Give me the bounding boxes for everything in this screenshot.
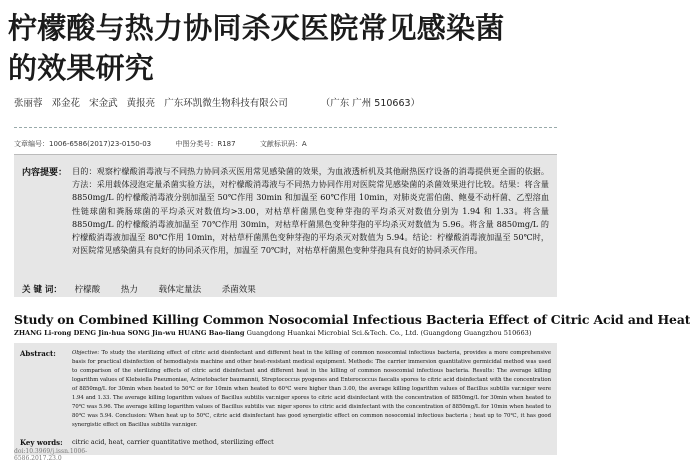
abstract-cn-label: 内容提要： (22, 168, 68, 178)
keywords-cn (22, 283, 274, 295)
paper-title-cn (8, 8, 563, 88)
authors-en: ZHANG Li-rong DENG Jin-hua SONG Jin-wu HUANG Bao-liang (14, 329, 245, 337)
abstract-cn-box (14, 154, 557, 297)
author-name: 张丽蓉 (14, 98, 43, 109)
author-line (14, 95, 426, 109)
objective-label: Objective: (72, 350, 100, 356)
author-name: 宋金武 (89, 98, 118, 109)
footer-text: doi:10.3969/j.issn.1006-6586.2017.23.0 (14, 448, 88, 462)
keyword-cn: 柠檬酸 (74, 285, 101, 295)
author-name: 邓金花 (51, 98, 81, 109)
keywords-cn-label: 关 键 词： (22, 285, 62, 295)
clc-number: 中图分类号：R187 (175, 140, 236, 148)
author-line-en (14, 329, 531, 337)
author-address: （广东 广州 510663） (320, 98, 421, 109)
author-name: 黄报亮 (126, 98, 156, 109)
title-line-2: 的效果研究 (8, 51, 155, 85)
keyword-cn: 载体定量法 (158, 285, 202, 295)
document-code: 文献标识码：A (259, 140, 307, 148)
keywords-en-label: Key words: (20, 438, 63, 447)
abstract-en-box (14, 343, 557, 462)
abstract-en-text (72, 349, 551, 430)
abstract-cn-text: 目的：观察柠檬酸消毒液与不同热力协同杀灭医用常见感染菌的效果，为血液透析机及其他耐热医疗设备的消毒提供更全面的依据。方法：采用载体浸泡定量杀菌实验方法，对柠檬酸消毒液与不同热力协同作用对医院常见感染菌的杀菌效果进行比较。结果：将含量 8850mg/L 的柠檬酸消毒液分别加温至 50℃作用 30min 和加温至 60℃作用 10min，对肺炎克雷伯菌、鲍曼不动杆菌、乙型溶血性链球菌和粪肠球菌的平均杀灭对数值均>3.00，对枯草杆菌黑色变种芽孢的平均杀灭对数值分别为 1.94 和 1.33。将含量 8850mg/L 的柠檬酸消毒液加温至 70℃作用 30min，对枯草杆菌黑色变种芽孢的平均杀灭对数值为 5.96。将含量 8850mg/L 的柠檬酸消毒液加温至 80℃作用 10min，对枯草杆菌黑色变种芽孢的平均杀灭对数值为 5.94。结论：柠檬酸消毒液加温至 50℃时，对医院常见感染菌具有良好的协同杀灭作用，加温至 70℃时，对枯草杆菌黑色变种芽孢具有良好的协同杀灭作用。 (72, 166, 549, 256)
affiliation-en: Guangdong Huankai Microbial Sci.&Tech. Co., Ltd. (Guangdong Guangzhou 510663) (246, 329, 532, 337)
article-number: 文章编号：1006-6586(2017)23-0150-03 (14, 140, 152, 148)
author-affiliation: 广东环凯微生物科技有限公司 (164, 98, 288, 109)
abstract-en-body: To study the sterilizing effect of citric acid disinfectant and different heat in the killing of common nosocomial infectious bacteria, provides a more comprehensive basis for practical disinfection of hemodialysis machine and other heat-resistant medical equipment. Methods: The carrier immersion quantitative germicidal method was used to comparison of the sterilizing effects of citric acid disinfectant and different heat in the killing of common nosocomial infectious bacteria. Results: The average killing logarithm values of Klebsiella Pneumoniae, Acinetobacter baumannii, Streptococcus pyogenes and Enterococcus faecalis spores to citric acid disinfectant with the concentration of 8850mg/L for 30min when heated to 50℃ or for 10min when heated to 60℃ were higher than 3.00, the average killing logarithm values of Bacillus subtilis var.niger were 1.94 and 1.33. The average killing logarithm values of Bacillus subtilis var.niger spores to citric acid disinfectant with the concentration of 8850mg/L for 30min when heated to 70℃ was 5.96. The average killing logarithm values of Bacillus subtilis var. niger spores to citric acid disinfectant with the concentration of 8850mg/L for 10min when heated to 80℃ was 5.94. Conclusion: When heat up to 50℃, citric acid disinfectant has good synergistic effect on common nosocomial infectious bacteria ; heat up to 70℃, it has good synergistic effect on Bacillus subtilis var.niger. (72, 350, 552, 428)
paper-title-en: Study on Combined Killing Common Nosocomial Infectious Bacteria Effect of Citric Acid and Heat (14, 312, 690, 327)
article-meta (14, 139, 329, 149)
keyword-cn: 杀菌效果 (221, 285, 256, 295)
dashed-divider (14, 127, 557, 128)
keyword-cn: 热力 (120, 285, 138, 295)
title-line-1: 柠檬酸与热力协同杀灭医院常见感染菌 (8, 11, 505, 45)
abstract-en-label: Abstract: (20, 349, 56, 358)
keywords-en-text: citric acid, heat, carrier quantitative method, sterilizing effect (72, 438, 274, 446)
